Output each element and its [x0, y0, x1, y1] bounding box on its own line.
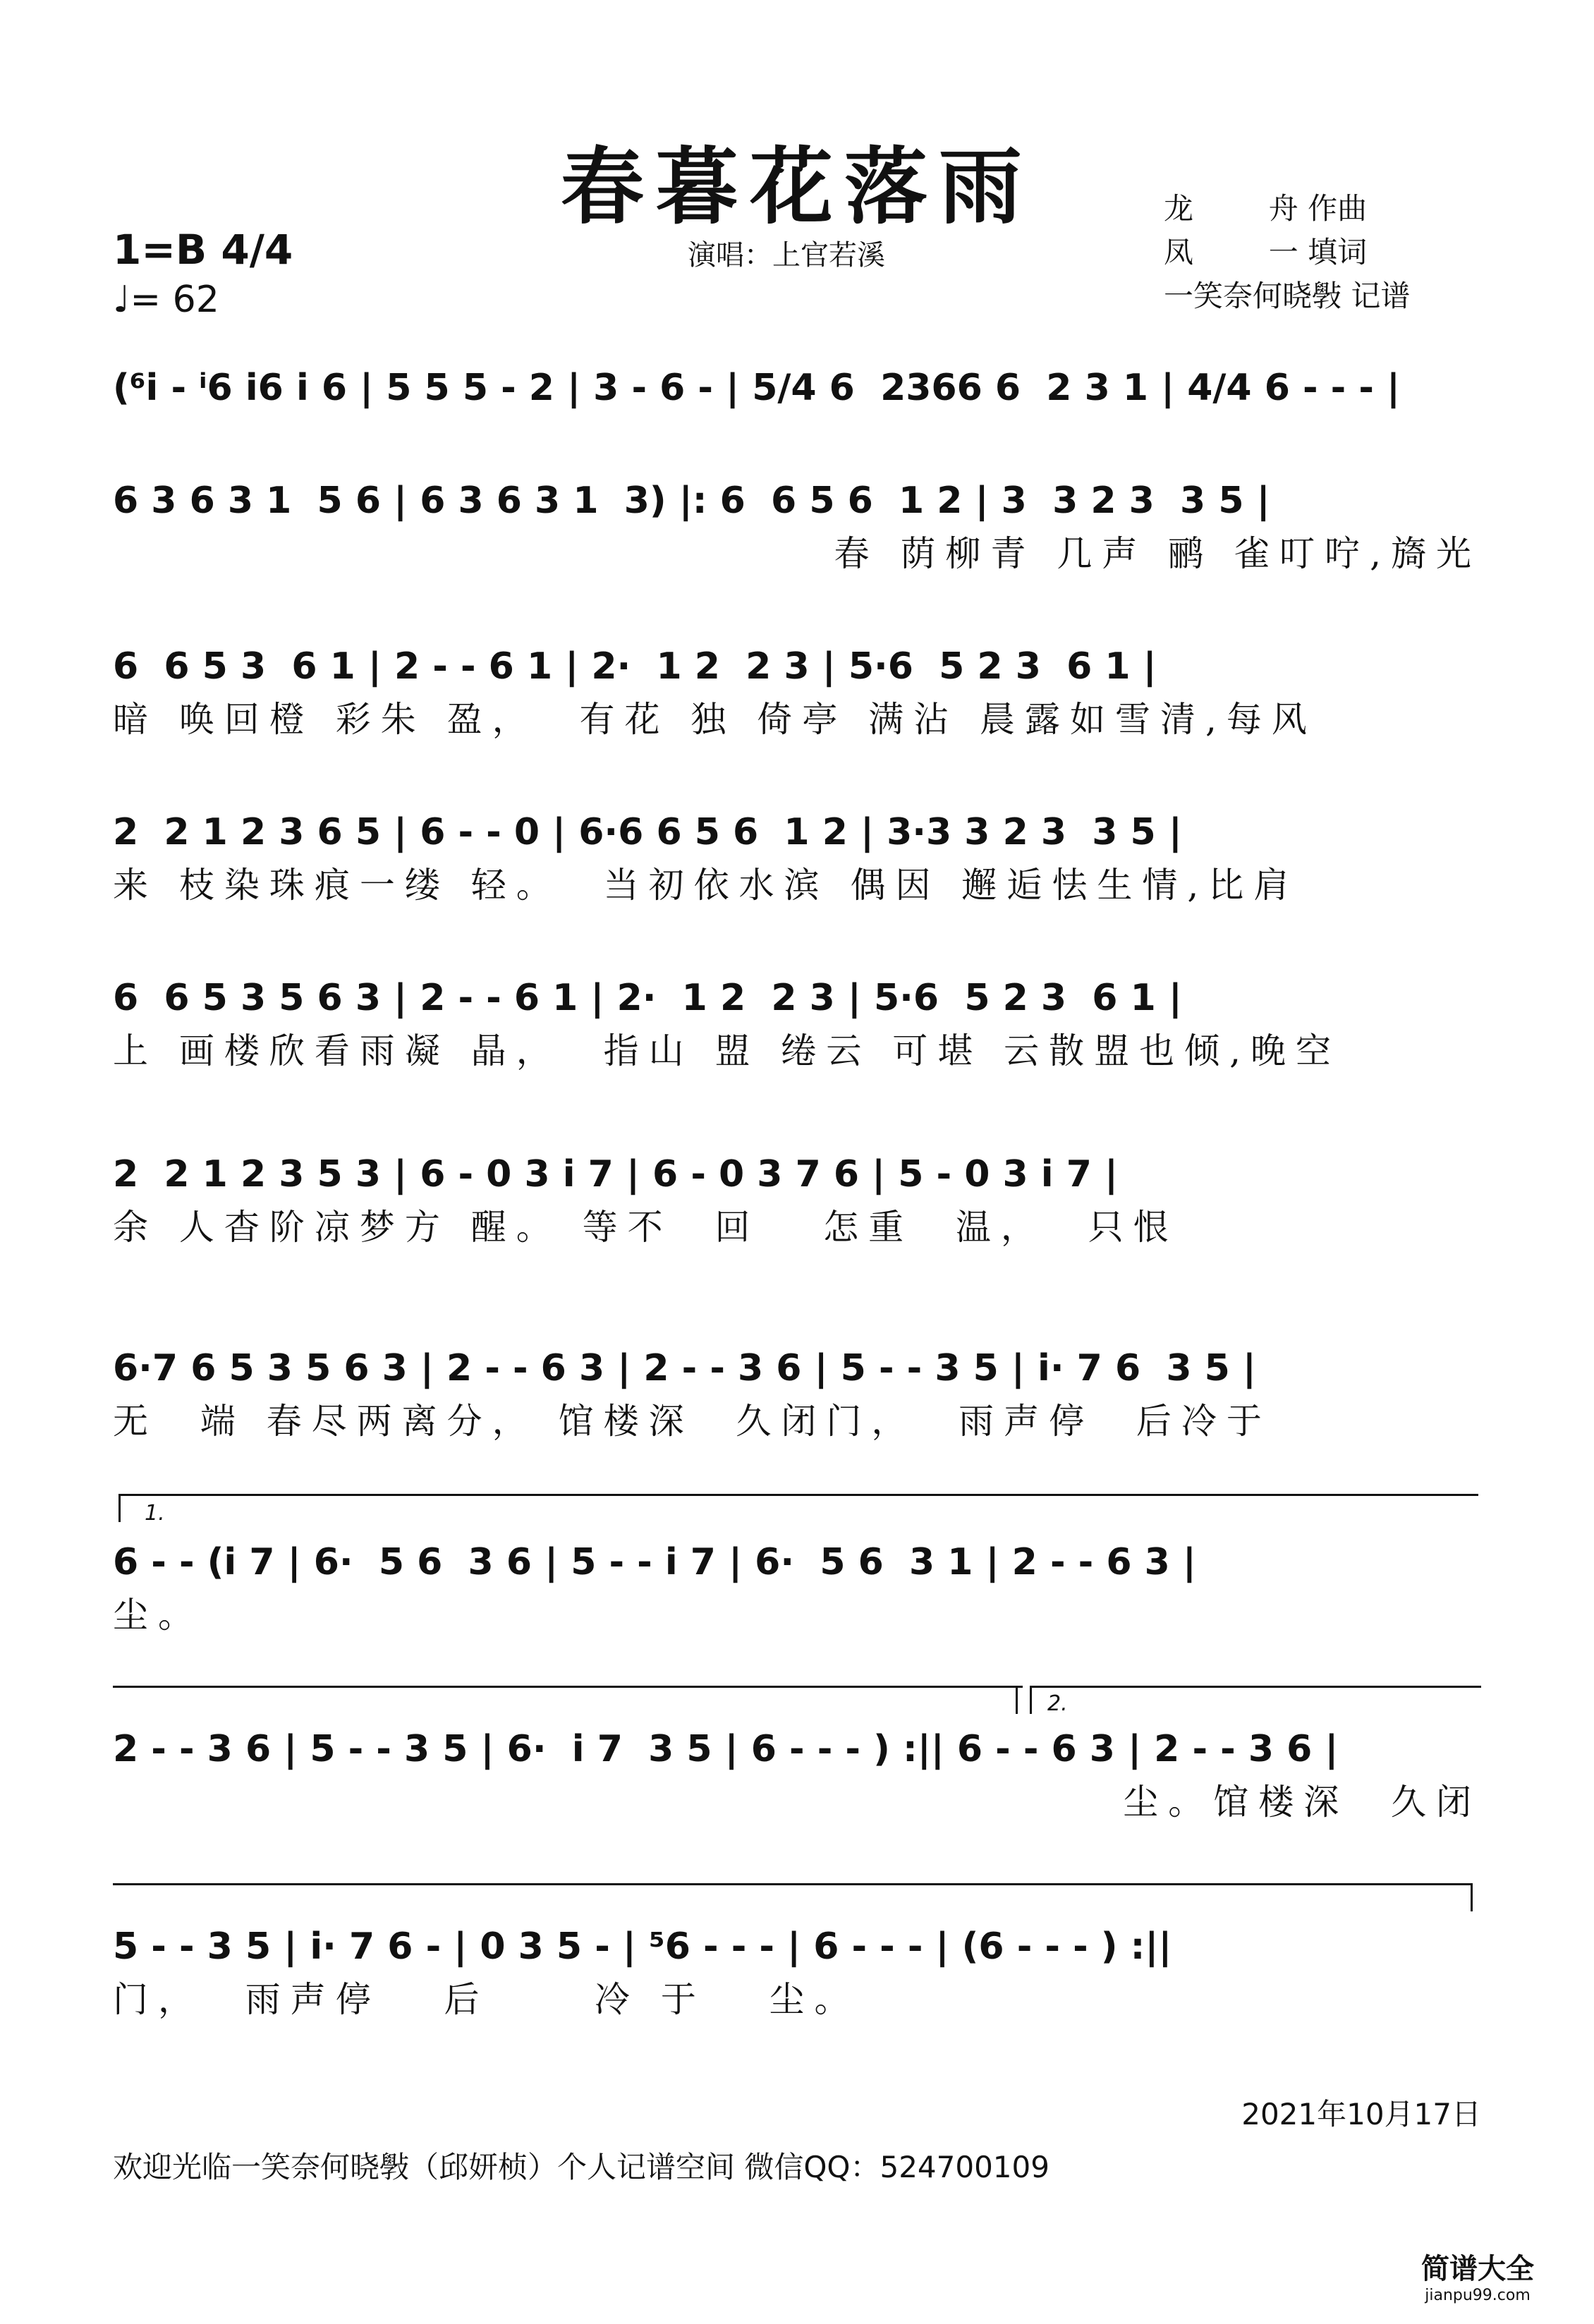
volta-1-bracket-edge: [118, 1494, 121, 1522]
notes-line: 6 6 5 3 6 1 | 2 - - 6 1 | 2· 1 2 2 3 | 5·6 5 2 3 6 1 |: [113, 645, 1157, 688]
site-logo: [1389, 2246, 1566, 2310]
score-line-8: [113, 1534, 1481, 1640]
notes-line: 6·7 6 5 3 5 6 3 | 2 - - 6 3 | 2 - - 3 6 | 5 - - 3 5 | i· 7 6 3 5 |: [113, 1347, 1256, 1389]
lyrics-line: 无 端 春尽两离分， 馆楼深 久闭门， 雨声停 后冷于: [113, 1401, 1272, 1442]
volta-2-bracket: [1030, 1686, 1481, 1688]
lyrics-line: 门， 雨声停 后 冷 于 尘。: [113, 1979, 860, 2020]
volta-2-end: [1471, 1883, 1473, 1911]
volta-1-continuation: [113, 1686, 1023, 1688]
score-line-5: [113, 970, 1481, 1076]
lyrics-line: 尘。馆楼深 久闭: [1123, 1782, 1481, 1823]
notes-line: 2 2 1 2 3 5 3 | 6 - 0 3 i 7 | 6 - 0 3 7 6 | 5 - 0 3 i 7 |: [113, 1153, 1118, 1196]
score-line-9: [113, 1721, 1481, 1827]
credits-block: [1164, 187, 1410, 318]
volta-2-bracket-edge: [1030, 1686, 1032, 1714]
notes-line: 2 - - 3 6 | 5 - - 3 5 | 6· i 7 3 5 | 6 - - - ) :|| 6 - - 6 3 | 2 - - 3 6 |: [113, 1728, 1339, 1770]
volta-2-continuation: [113, 1883, 1471, 1885]
lyrics-line: 来 枝染珠痕一缕 轻。 当初依水滨 偶因 邂逅怯生情,比肩: [113, 865, 1299, 906]
volta-1-label: 1.: [145, 1501, 165, 1526]
composer-credit: 龙 舟 作曲: [1164, 191, 1368, 226]
lyrics-line: 暗 唤回橙 彩朱 盈， 有花 独 倚亭 满沾 晨露如雪清,每风: [113, 699, 1317, 740]
notes-line: (⁶i - ⁱ6 i6 i 6 | 5 5 5 - 2 | 3 - 6 - | 5/4 6 2366 6 2 3 1 | 4/4 6 - - - |: [113, 367, 1401, 409]
footer-note: 欢迎光临一笑奈何晓斅（邱妍桢）个人记谱空间 微信QQ：524700109: [113, 2150, 1050, 2184]
lyrics-line: 春 荫柳青 几声 鹂 雀叮咛,旖光: [834, 533, 1481, 574]
score-line-7: [113, 1340, 1481, 1446]
notes-line: 2 2 1 2 3 6 5 | 6 - - 0 | 6·6 6 5 6 1 2 | 3·3 3 2 3 3 5 |: [113, 811, 1182, 853]
lyrics-line: 尘。: [113, 1595, 203, 1636]
score-line-3: [113, 638, 1481, 744]
singer-credit: 演唱：上官若溪: [688, 239, 885, 272]
volta-1-end: [1016, 1686, 1018, 1714]
score-line-2: [113, 473, 1481, 578]
logo-title: 简谱大全: [1421, 2253, 1534, 2285]
volta-1-bracket: [118, 1494, 1478, 1496]
notes-line: 5 - - 3 5 | i· 7 6 - | 0 3 5 - | ⁵6 - - - | 6 - - - | (6 - - - ) :||: [113, 1925, 1172, 1968]
tempo-marking: ♩= 62: [113, 279, 219, 321]
key-signature: 1=B 4/4: [113, 226, 293, 274]
transcriber-credit: 一笑奈何晓斅 记谱: [1164, 279, 1411, 313]
volta-2-label: 2.: [1047, 1691, 1068, 1716]
page-title: 春暮花落雨: [560, 138, 1033, 236]
score-line-10: [113, 1918, 1481, 2024]
score-line-1: [113, 360, 1481, 416]
lyrics-line: 上 画楼欣看雨凝 晶， 指山 盟 绻云 可堪 云散盟也倾,晚空: [113, 1030, 1341, 1071]
notes-line: 6 3 6 3 1 5 6 | 6 3 6 3 1 3) |: 6 6 5 6 1 2 | 3 3 2 3 3 5 |: [113, 480, 1270, 522]
score-line-6: [113, 1146, 1481, 1252]
date-stamp: 2021年10月17日: [1241, 2097, 1481, 2131]
score-line-4: [113, 804, 1481, 910]
logo-url: jianpu99.com: [1425, 2287, 1531, 2304]
lyricist-credit: 凤 一 填词: [1164, 235, 1368, 269]
notes-line: 6 - - (i 7 | 6· 5 6 3 6 | 5 - - i 7 | 6· 5 6 3 1 | 2 - - 6 3 |: [113, 1541, 1196, 1583]
lyrics-line: 余 人杳阶凉梦方 醒。 等不 回 怎重 温， 只恨: [113, 1207, 1179, 1248]
notes-line: 6 6 5 3 5 6 3 | 2 - - 6 1 | 2· 1 2 2 3 | 5·6 5 2 3 6 1 |: [113, 977, 1182, 1019]
